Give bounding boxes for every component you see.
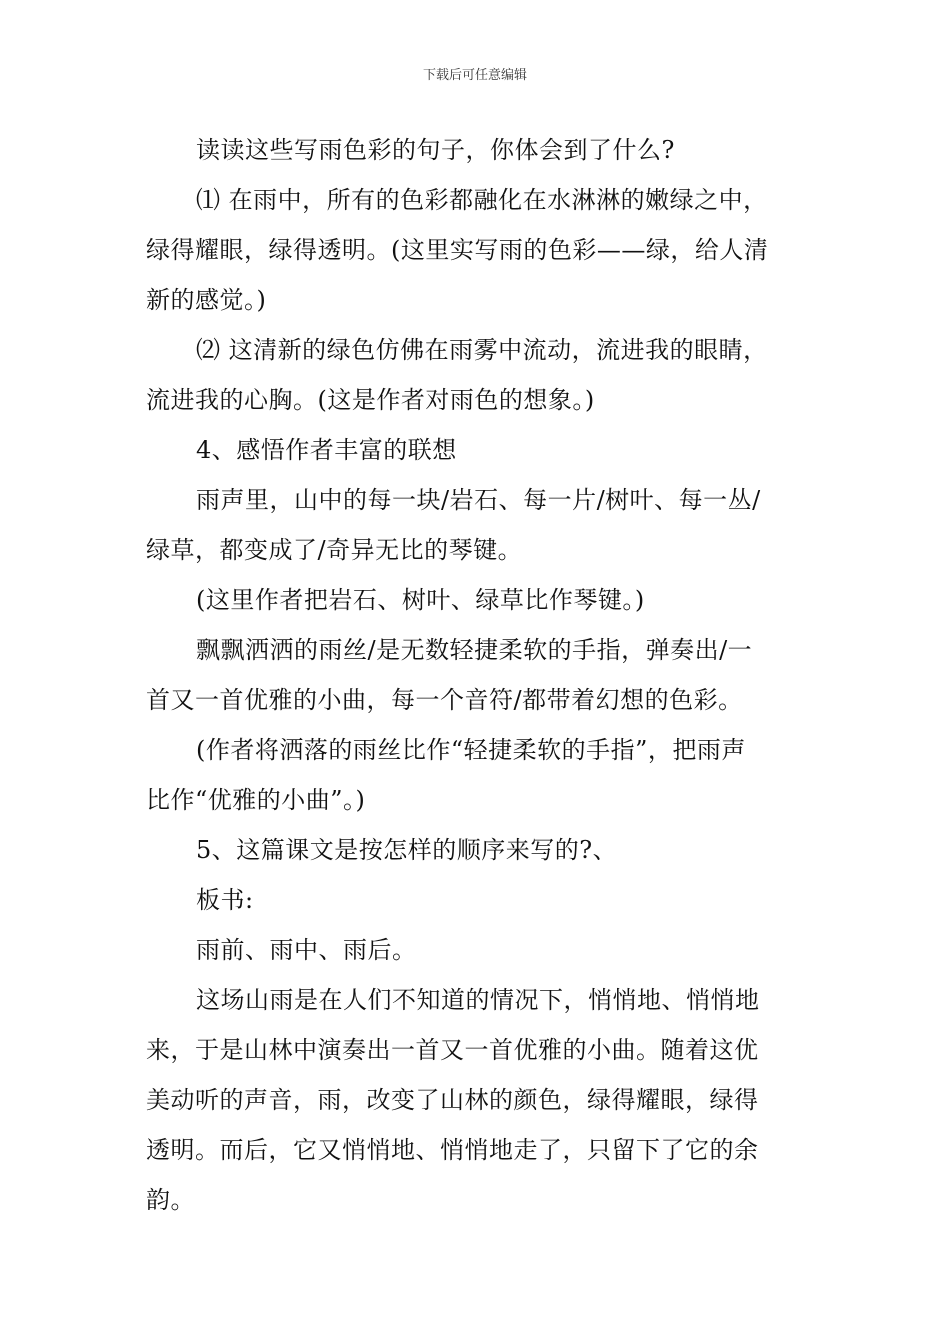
text-line: 首又一首优雅的小曲，每一个音符/都带着幻想的色彩。 (146, 686, 743, 714)
text-line: ⑴ 在雨中，所有的色彩都融化在水淋淋的嫩绿之中， (196, 186, 768, 214)
text-line: 绿草，都变成了/奇异无比的琴键。 (146, 536, 523, 564)
text-line: 来，于是山林中演奏出一首又一首优雅的小曲。随着这优 (146, 1036, 759, 1064)
text-line: 美动听的声音，雨，改变了山林的颜色，绿得耀眼，绿得 (146, 1086, 759, 1114)
page-header: 下载后可任意编辑 (422, 68, 527, 83)
section-heading: 4、感悟作者丰富的联想 (196, 436, 457, 464)
text-line: 流进我的心胸。(这是作者对雨色的想象。) (146, 386, 595, 414)
text-line: 这场山雨是在人们不知道的情况下，悄悄地、悄悄地 (196, 986, 760, 1014)
text-line: 板书: (196, 886, 254, 914)
text-line: (这里作者把岩石、树叶、绿草比作琴键。) (196, 586, 645, 614)
text-line: 比作“优雅的小曲”。) (146, 786, 366, 814)
text-line: 透明。而后，它又悄悄地、悄悄地走了，只留下了它的余 (146, 1136, 759, 1164)
text-line: 飘飘洒洒的雨丝/是无数轻捷柔软的手指，弹奏出/一 (196, 636, 753, 664)
text-line: (作者将洒落的雨丝比作“轻捷柔软的手指”，把雨声 (196, 736, 746, 764)
text-line: ⑵ 这清新的绿色仿佛在雨雾中流动，流进我的眼睛， (196, 336, 768, 364)
text-line: 韵。 (146, 1186, 195, 1214)
text-line: 雨前、雨中、雨后。 (196, 936, 417, 964)
text-line: 绿得耀眼，绿得透明。(这里实写雨的色彩——绿，给人清 (146, 236, 769, 264)
text-line: 读读这些写雨色彩的句子，你体会到了什么? (196, 136, 675, 164)
text-line: 新的感觉。) (146, 286, 267, 314)
text-line: 雨声里，山中的每一块/岩石、每一片/树叶、每一丛/ (196, 486, 761, 514)
section-heading: 5、这篇课文是按怎样的顺序来写的?、 (196, 836, 618, 864)
